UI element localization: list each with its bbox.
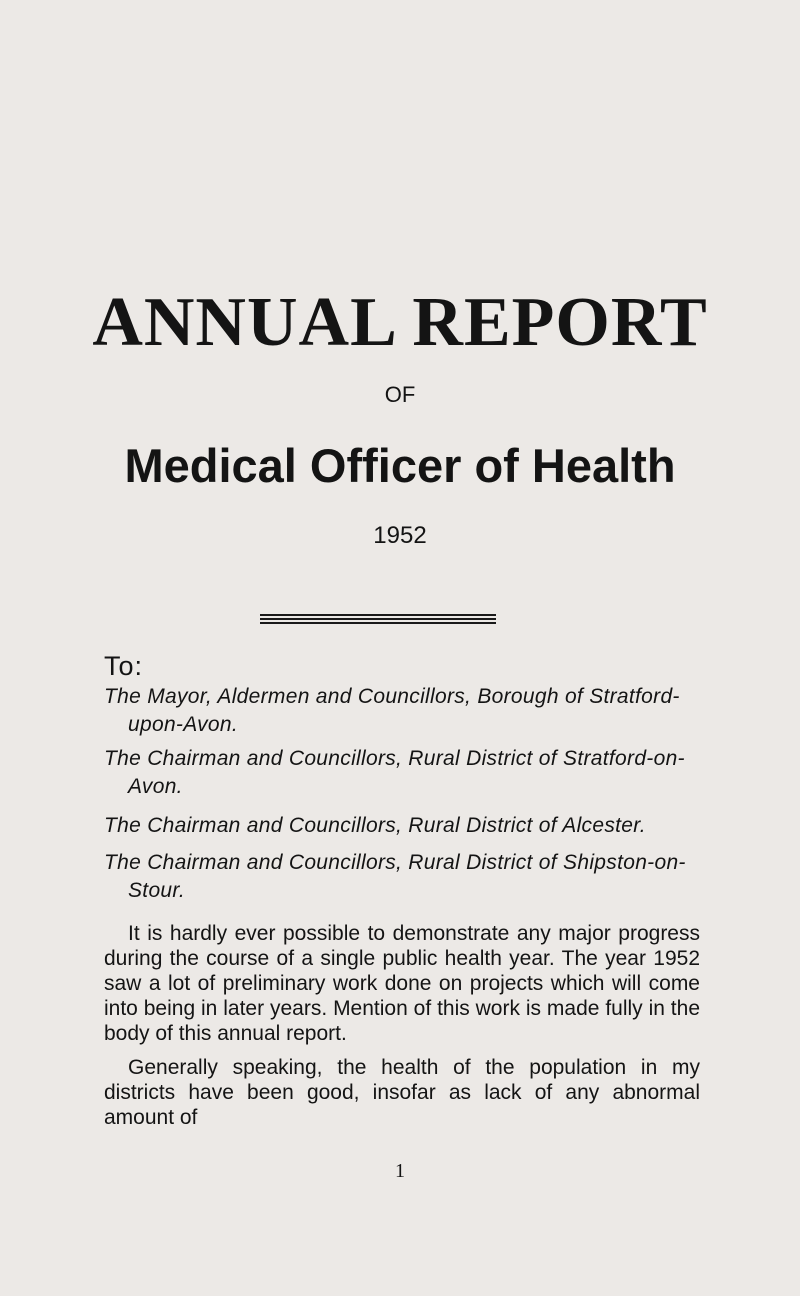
addressee-line-continued: upon-Avon. bbox=[128, 713, 239, 736]
addressee-line: The Chairman and Councillors, Rural District of Stratford-on- bbox=[104, 747, 685, 770]
report-year: 1952 bbox=[373, 522, 427, 549]
report-title: ANNUAL REPORT bbox=[92, 284, 708, 361]
addressee-alcester-rural bbox=[104, 812, 724, 840]
body-paragraph: It is hardly ever possible to demonstrate any major progress during the course of a single public health year. The year 1952 saw a lot of preliminary work done on projects which will come into being in later years. Mention of this work is made fully in the body of this annual report. bbox=[104, 922, 700, 1045]
salutation: To: bbox=[104, 651, 144, 681]
report-subtitle: Medical Officer of Health bbox=[124, 439, 676, 492]
addressee-line: The Chairman and Councillors, Rural District of Shipston-on- bbox=[104, 851, 686, 874]
title-connector: OF bbox=[384, 382, 416, 407]
addressee-line: The Mayor, Aldermen and Councillors, Borough of Stratford- bbox=[104, 685, 680, 708]
addressee-line-continued: Avon. bbox=[128, 775, 183, 798]
divider-line bbox=[260, 614, 496, 616]
body-paragraph: Generally speaking, the health of the population in my districts have been good, insofar as lack of any abnormal amount of bbox=[104, 1056, 700, 1129]
page-number: 1 bbox=[395, 1160, 405, 1182]
addressee-shipston-rural bbox=[104, 849, 724, 905]
divider-line bbox=[260, 618, 496, 620]
addressee-stratford-borough bbox=[104, 683, 724, 739]
divider-line bbox=[260, 622, 496, 624]
addressee-line: The Chairman and Councillors, Rural District of Alcester. bbox=[104, 814, 646, 837]
addressee-line-continued: Stour. bbox=[128, 879, 186, 902]
addressee-stratford-rural bbox=[104, 745, 724, 801]
